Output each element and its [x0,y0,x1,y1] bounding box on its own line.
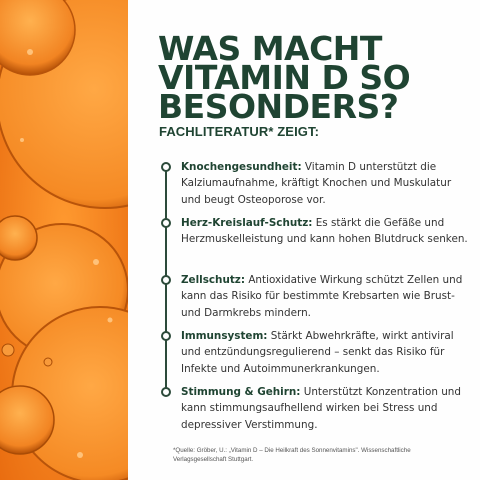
benefit-title: Stimmung & Gehirn: [181,386,301,398]
benefit-text: Stärkt Abwehrkräfte, wirkt antiviral und entzündungsregulierend – senkt das Risiko für Infekte und Autoimmunerkrankungen. [181,330,454,375]
oil-bubbles-image [0,0,128,480]
benefit-text: Antioxidative Wirkung schützt Zellen und kann das Risiko für bestimmte Krebsarten wie Brust- und Darmkrebs mindern. [181,274,463,319]
benefit-title: Immunsystem: [181,330,268,342]
source-footnote: *Quelle: Gröber, U.: „Vitamin D – Die Heilkraft des Sonnenvitamins". Wissenschaftliche Verlagsgesellschaft Stuttgart. [173,447,411,463]
headline-line: WAS MACHT [158,29,382,68]
oil-bubbles-graphic [0,0,128,480]
benefit-title: Herz-Kreislauf-Schutz: [181,217,313,229]
benefit-item-zellschutz [181,272,473,321]
benefit-item-knochen [181,159,473,208]
benefit-text: Es stärkt die Gefäße und Herzmuskelleistung und kann hohen Blutdruck senken. [181,217,468,246]
content-panel [128,0,480,480]
benefit-text: Vitamin D unterstützt die Kalziumaufnahme, kräftigt Knochen und Muskulatur und beugt Osteoporose vor. [181,161,452,206]
subheadline: FACHLITERATUR* ZEIGT: [159,124,320,139]
benefit-text: Unterstützt Konzentration und kann stimmungsaufhellend wirken bei Stress und depressiver Verstimmung. [181,386,461,431]
headline-line: VITAMIN D SO [158,58,411,97]
timeline-dot [161,275,171,285]
timeline-dot [161,331,171,341]
benefit-item-herz [181,215,473,248]
benefit-title: Zellschutz: [181,274,246,286]
headline-line: BESONDERS? [158,87,399,126]
timeline-dot [161,218,171,228]
timeline-dot [161,162,171,172]
benefit-title: Knochengesundheit: [181,161,302,173]
benefit-item-immunsystem [181,328,473,377]
benefit-item-stimmung [181,384,473,433]
headline [158,29,476,126]
timeline-dot [161,387,171,397]
